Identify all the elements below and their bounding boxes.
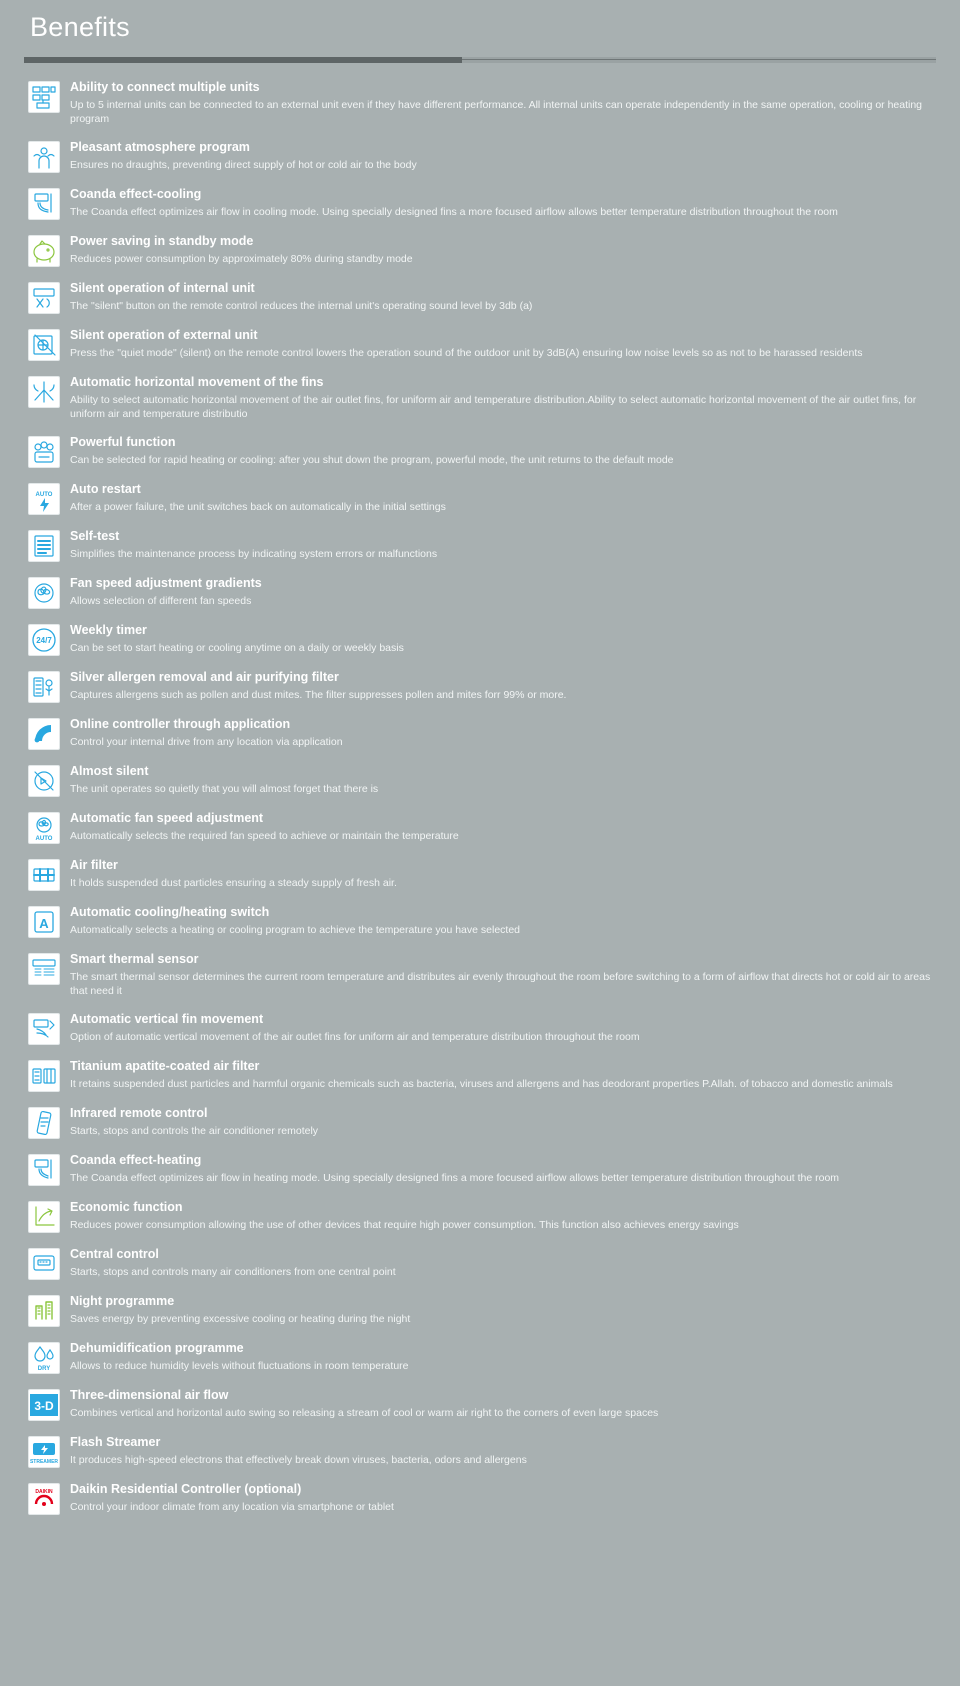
horizontal-fins-icon	[28, 376, 60, 408]
benefit-title: Auto restart	[70, 482, 141, 496]
benefit-title: Automatic vertical fin movement	[70, 1012, 264, 1026]
benefit-item	[22, 1052, 938, 1099]
benefit-text	[70, 669, 938, 702]
svg-text:3-D: 3-D	[34, 1399, 54, 1413]
economic-function-icon	[28, 1201, 60, 1233]
benefit-title: Coanda effect-heating	[70, 1153, 202, 1167]
svg-text:24/7: 24/7	[36, 636, 52, 645]
benefit-item	[22, 1287, 938, 1334]
benefit-title: Flash Streamer	[70, 1435, 161, 1449]
benefit-text	[70, 1246, 938, 1279]
coanda-cooling-icon	[28, 188, 60, 220]
benefit-description: Up to 5 internal units can be connected to an external unit even if they have different performance. All internal units can operate independently in the same operation, cooling or heating program	[70, 99, 923, 125]
benefit-text	[70, 233, 938, 266]
benefit-item	[22, 1381, 938, 1428]
benefit-description: Option of automatic vertical movement of the air outlet fins for uniform air and temperature distribution throughout the room	[70, 1031, 640, 1043]
benefit-description: The unit operates so quietly that you will almost forget that there is	[70, 783, 379, 795]
benefit-item	[22, 321, 938, 368]
title-divider-line	[462, 59, 936, 60]
benefit-title: Infrared remote control	[70, 1106, 208, 1120]
page-title: Benefits	[30, 12, 130, 42]
benefit-item	[22, 945, 938, 1005]
powerful-function-icon	[28, 436, 60, 468]
benefit-description: Combines vertical and horizontal auto swing so releasing a stream of cool or warm air right to the corners of even large spaces	[70, 1407, 659, 1419]
benefit-title: Ability to connect multiple units	[70, 80, 260, 94]
benefit-item	[22, 1475, 938, 1522]
benefit-title: Fan speed adjustment gradients	[70, 576, 262, 590]
benefit-text	[70, 1340, 938, 1373]
benefit-text	[70, 622, 938, 655]
benefit-text	[70, 327, 938, 360]
benefit-text	[70, 857, 938, 890]
svg-text:AUTO: AUTO	[35, 492, 53, 498]
benefit-title: Automatic cooling/heating switch	[70, 905, 270, 919]
silent-external-unit-icon	[28, 329, 60, 361]
benefit-title: Three-dimensional air flow	[70, 1388, 229, 1402]
benefit-title: Smart thermal sensor	[70, 952, 199, 966]
piggy-bank-icon	[28, 235, 60, 267]
fan-speed-gradients-icon	[28, 577, 60, 609]
benefit-description: Starts, stops and controls many air conditioners from one central point	[70, 1266, 396, 1278]
benefit-title: Online controller through application	[70, 717, 291, 731]
multiple-units-icon	[28, 81, 60, 113]
benefit-item	[22, 1005, 938, 1052]
benefit-text	[70, 1481, 938, 1514]
benefit-description: Automatically selects the required fan speed to achieve or maintain the temperature	[70, 830, 459, 842]
benefit-item	[22, 804, 938, 851]
benefit-text	[70, 481, 938, 514]
benefit-description: The Coanda effect optimizes air flow in heating mode. Using specially designed fins a more focused airflow allows better temperature distribution throughout the room	[70, 1172, 840, 1184]
benefit-description: After a power failure, the unit switches back on automatically in the initial settings	[70, 501, 446, 513]
benefit-text	[70, 1387, 938, 1420]
benefit-title: Pleasant atmosphere program	[70, 140, 250, 154]
benefit-item	[22, 1428, 938, 1475]
benefit-text	[70, 280, 938, 313]
almost-silent-icon	[28, 765, 60, 797]
benefit-description: Saves energy by preventing excessive cooling or heating during the night	[70, 1313, 411, 1325]
benefit-title: Weekly timer	[70, 623, 147, 637]
benefit-title: Silent operation of external unit	[70, 328, 258, 342]
coanda-heating-icon	[28, 1154, 60, 1186]
benefit-description: Simplifies the maintenance process by indicating system errors or malfunctions	[70, 548, 438, 560]
infrared-remote-control-icon	[28, 1107, 60, 1139]
benefit-item	[22, 898, 938, 945]
benefit-title: Powerful function	[70, 435, 176, 449]
auto-cooling-heating-switch-icon	[28, 906, 60, 938]
benefit-text	[70, 951, 938, 998]
benefit-item	[22, 710, 938, 757]
benefits-list	[22, 73, 938, 1522]
benefit-title: Titanium apatite-coated air filter	[70, 1059, 260, 1073]
benefit-item	[22, 428, 938, 475]
benefit-description: Control your internal drive from any location via application	[70, 736, 343, 748]
svg-text:STREAMER: STREAMER	[29, 1459, 59, 1465]
benefit-description: Starts, stops and controls the air conditioner remotely	[70, 1125, 319, 1137]
benefit-title: Coanda effect-cooling	[70, 187, 202, 201]
benefit-description: Can be selected for rapid heating or cooling: after you shut down the program, powerful mode, the unit returns to the default mode	[70, 454, 674, 466]
benefit-text	[70, 1011, 938, 1044]
benefit-text	[70, 904, 938, 937]
svg-text:DRY: DRY	[37, 1366, 51, 1372]
benefit-item	[22, 663, 938, 710]
title-divider-fill	[24, 57, 462, 63]
benefit-text	[70, 763, 938, 796]
benefit-item	[22, 227, 938, 274]
benefit-description: Allows selection of different fan speeds	[70, 595, 252, 607]
benefit-title: Automatic horizontal movement of the fins	[70, 375, 324, 389]
benefit-item	[22, 757, 938, 804]
smart-thermal-sensor-icon	[28, 953, 60, 985]
benefit-item	[22, 1334, 938, 1381]
benefit-item	[22, 616, 938, 663]
benefit-title: Power saving in standby mode	[70, 234, 254, 248]
benefit-description: It retains suspended dust particles and harmful organic chemicals such as bacteria, viruses and allergens and has deodorant properties P.Allah. of tobacco and domestic animals	[70, 1078, 893, 1090]
self-test-icon	[28, 530, 60, 562]
benefit-description: It produces high-speed electrons that effectively break down viruses, bacteria, odors and allergens	[70, 1454, 527, 1466]
svg-text:AUTO: AUTO	[35, 836, 53, 842]
pleasant-atmosphere-icon	[28, 141, 60, 173]
benefit-title: Daikin Residential Controller (optional)	[70, 1482, 302, 1496]
benefit-description: Captures allergens such as pollen and dust mites. The filter suppresses pollen and mites forr 99% or more.	[70, 689, 567, 701]
benefit-title: Dehumidification programme	[70, 1341, 244, 1355]
benefit-text	[70, 1199, 938, 1232]
benefit-title: Silver allergen removal and air purifying filter	[70, 670, 339, 684]
title-divider	[24, 57, 936, 63]
central-control-icon	[28, 1248, 60, 1280]
benefit-item	[22, 1099, 938, 1146]
benefit-description: Can be set to start heating or cooling anytime on a daily or weekly basis	[70, 642, 404, 654]
benefit-text	[70, 434, 938, 467]
benefit-description: The smart thermal sensor determines the current room temperature and distributes air evenly throughout the room before switching to a form of airflow that directs hot or cold air to areas that need it	[70, 971, 931, 997]
benefit-item	[22, 851, 938, 898]
weekly-timer-icon	[28, 624, 60, 656]
benefit-item	[22, 133, 938, 180]
benefit-title: Automatic fan speed adjustment	[70, 811, 264, 825]
benefit-text	[70, 139, 938, 172]
benefit-text	[70, 810, 938, 843]
benefit-item	[22, 1240, 938, 1287]
benefit-description: It holds suspended dust particles ensuring a steady supply of fresh air.	[70, 877, 397, 889]
benefit-text	[70, 79, 938, 126]
benefit-description: The "silent" button on the remote control reduces the internal unit's operating sound level by 3db (a)	[70, 300, 533, 312]
benefit-text	[70, 575, 938, 608]
benefit-description: Allows to reduce humidity levels without fluctuations in room temperature	[70, 1360, 409, 1372]
online-controller-icon	[28, 718, 60, 750]
titanium-apatite-filter-icon	[28, 1060, 60, 1092]
daikin-residential-controller-icon	[28, 1483, 60, 1515]
benefit-title: Economic function	[70, 1200, 183, 1214]
benefit-description: Reduces power consumption allowing the use of other devices that require high power consumption. This function also achieves energy savings	[70, 1219, 739, 1231]
night-programme-icon	[28, 1295, 60, 1327]
dehumidification-icon	[28, 1342, 60, 1374]
svg-text:A: A	[39, 916, 49, 931]
flash-streamer-icon	[28, 1436, 60, 1468]
benefit-text	[70, 374, 938, 421]
silent-internal-unit-icon	[28, 282, 60, 314]
benefit-item	[22, 73, 938, 133]
benefit-title: Central control	[70, 1247, 159, 1261]
benefit-item	[22, 522, 938, 569]
benefit-item	[22, 1193, 938, 1240]
benefit-title: Self-test	[70, 529, 120, 543]
benefit-description: Reduces power consumption by approximately 80% during standby mode	[70, 253, 413, 265]
benefit-item	[22, 569, 938, 616]
benefit-item	[22, 180, 938, 227]
benefit-text	[70, 716, 938, 749]
benefit-item	[22, 274, 938, 321]
benefit-title: Silent operation of internal unit	[70, 281, 255, 295]
benefit-text	[70, 1434, 938, 1467]
benefit-text	[70, 1105, 938, 1138]
svg-text:DAIKIN: DAIKIN	[35, 1489, 53, 1495]
benefit-text	[70, 186, 938, 219]
benefit-description: Control your indoor climate from any location via smartphone or tablet	[70, 1501, 394, 1513]
benefit-item	[22, 1146, 938, 1193]
benefit-description: Ensures no draughts, preventing direct supply of hot or cold air to the body	[70, 159, 417, 171]
auto-restart-icon	[28, 483, 60, 515]
benefit-text	[70, 528, 938, 561]
benefit-item	[22, 368, 938, 428]
allergen-filter-icon	[28, 671, 60, 703]
benefit-title: Almost silent	[70, 764, 149, 778]
benefit-text	[70, 1058, 938, 1091]
benefit-title: Air filter	[70, 858, 118, 872]
benefit-text	[70, 1152, 938, 1185]
air-filter-icon	[28, 859, 60, 891]
benefit-description: Automatically selects a heating or cooling program to achieve the temperature you have selected	[70, 924, 521, 936]
benefit-description: The Coanda effect optimizes air flow in cooling mode. Using specially designed fins a more focused airflow allows better temperature distribution throughout the room	[70, 206, 838, 218]
benefit-title: Night programme	[70, 1294, 175, 1308]
benefit-item	[22, 475, 938, 522]
three-dimensional-airflow-icon	[28, 1389, 60, 1421]
benefit-text	[70, 1293, 938, 1326]
benefit-description: Ability to select automatic horizontal movement of the air outlet fins, for uniform air and temperature distribution.Ability to select automatic horizontal movement of the air outlet fins, for uniform air and temperature distributio	[70, 394, 917, 420]
benefit-description: Press the "quiet mode" (silent) on the remote control lowers the operation sound of the outdoor unit by 3dB(A) ensuring low noise levels so as not to be harassed residents	[70, 347, 863, 359]
auto-fan-speed-icon	[28, 812, 60, 844]
vertical-fin-movement-icon	[28, 1013, 60, 1045]
